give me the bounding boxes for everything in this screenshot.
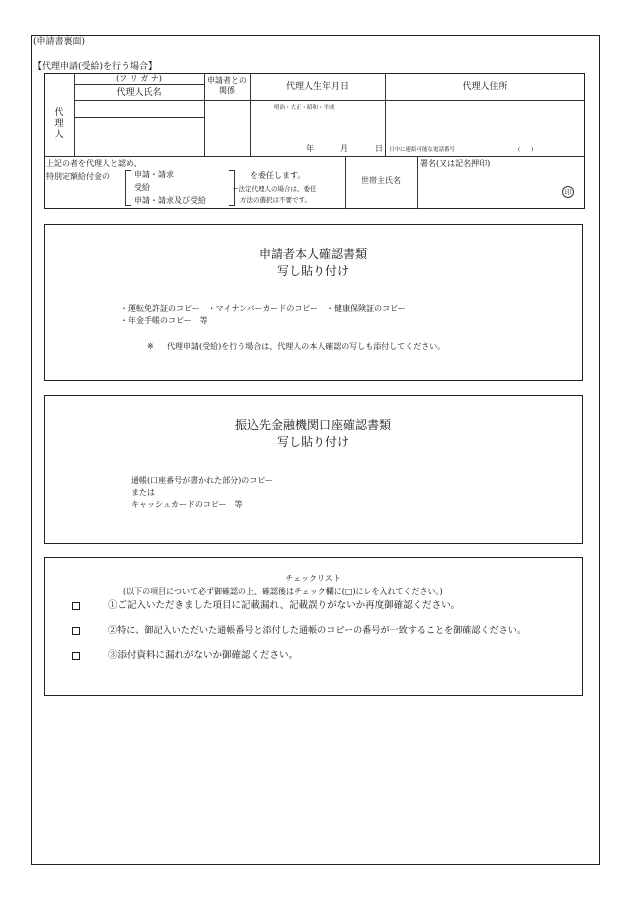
furigana-label: (フ リ ガ ナ) bbox=[116, 74, 162, 83]
phone-parens[interactable]: ( ) bbox=[518, 147, 534, 153]
bank-box-title: 振込先金融機関口座確認書類 bbox=[234, 418, 391, 432]
era-options: 明治・大正・昭和・平成 bbox=[274, 105, 335, 111]
id-box-items-1: ・運転免許証のコピー ・マイナンバーカードのコピー ・健康保険証のコピー bbox=[120, 304, 406, 313]
checklist-checkbox-2[interactable] bbox=[72, 627, 80, 635]
furigana-field[interactable] bbox=[75, 101, 203, 116]
legal-proxy-note-1: ←法定代理人の場合は、委任 bbox=[233, 185, 317, 193]
checklist-item-1: ①ご記入いただきました項目に記載漏れ、記載誤りがないか再度御確認ください。 bbox=[108, 600, 461, 611]
birth-date-field[interactable] bbox=[251, 115, 384, 143]
proxy-section-title: 【代理申請(受給)を行う場合】 bbox=[33, 62, 158, 72]
relation-field[interactable] bbox=[205, 101, 249, 155]
id-box-subtitle: 写し貼り付け bbox=[276, 264, 349, 278]
entrust-text: を委任します。 bbox=[250, 171, 306, 180]
proxy-name-field[interactable] bbox=[75, 118, 203, 155]
delegation-option-1[interactable]: 申請・請求 bbox=[134, 170, 174, 179]
year-label: 年 bbox=[306, 144, 314, 153]
id-box-items-2: ・年金手帳のコピー 等 bbox=[120, 316, 208, 325]
bank-document-box[interactable] bbox=[44, 395, 583, 544]
bank-box-line2: または bbox=[131, 488, 155, 497]
checklist-item-2: ②特に、御記入いただいた通帳番号と添付した通帳のコピーの番号が一致することを御確認ください。 bbox=[108, 626, 526, 636]
proxy-birth-label: 代理人生年月日 bbox=[285, 82, 349, 92]
bank-box-line1: 通帳(口座番号が書かれた部分)のコピー bbox=[131, 476, 273, 485]
checklist-box bbox=[44, 557, 583, 696]
day-label: 日 bbox=[375, 144, 383, 153]
checklist-title: チェックリスト bbox=[285, 574, 341, 583]
proxy-address-field[interactable] bbox=[386, 101, 584, 143]
proxy-name-label: 代理人氏名 bbox=[116, 88, 162, 98]
householder-label: 世帯主氏名 bbox=[361, 176, 401, 185]
left-brace bbox=[125, 170, 131, 206]
id-box-title: 申請者本人確認書類 bbox=[258, 247, 367, 261]
proxy-side-label: 代理人 bbox=[54, 108, 64, 140]
legal-proxy-note-2: 方法の選択は不要です。 bbox=[240, 196, 311, 204]
signature-field[interactable] bbox=[418, 169, 568, 207]
proxy-table bbox=[44, 73, 585, 209]
checklist-checkbox-1[interactable] bbox=[72, 602, 80, 610]
signature-label: 署名(又は記名押印) bbox=[420, 159, 491, 168]
delegation-option-3[interactable]: 申請・請求及び受給 bbox=[134, 196, 206, 205]
reverse-side-label: (申請書裏面) bbox=[33, 37, 86, 47]
id-box-note: 代理申請(受給)を行う場合は、代理人の本人確認の写しも添付してください。 bbox=[167, 342, 446, 351]
relation-label: 申請者との関係 bbox=[207, 76, 247, 95]
id-document-box[interactable] bbox=[44, 224, 583, 381]
phone-label: 日中に連絡可能な電話番号 bbox=[389, 147, 456, 153]
checklist-checkbox-3[interactable] bbox=[72, 652, 80, 660]
seal-mark: 印 bbox=[562, 186, 574, 198]
bank-box-line3: キャッシュカードのコピー 等 bbox=[131, 500, 243, 509]
checklist-instruction: (以下の項目について必ず御確認の上、確認後はチェック欄に(□)にレを入れてください。) bbox=[123, 587, 443, 596]
proxy-address-label: 代理人住所 bbox=[462, 82, 508, 92]
delegation-line1: 上記の者を代理人と認め、 bbox=[46, 159, 142, 168]
bank-box-subtitle: 写し貼り付け bbox=[276, 435, 349, 449]
id-box-note-mark: ※ bbox=[147, 342, 154, 351]
delegation-line2: 特別定額給付金の bbox=[46, 172, 110, 181]
checklist-item-3: ③添付資料に漏れがないか御確認ください。 bbox=[108, 650, 299, 661]
month-label: 月 bbox=[340, 144, 348, 153]
delegation-option-2[interactable]: 受給 bbox=[134, 183, 150, 192]
